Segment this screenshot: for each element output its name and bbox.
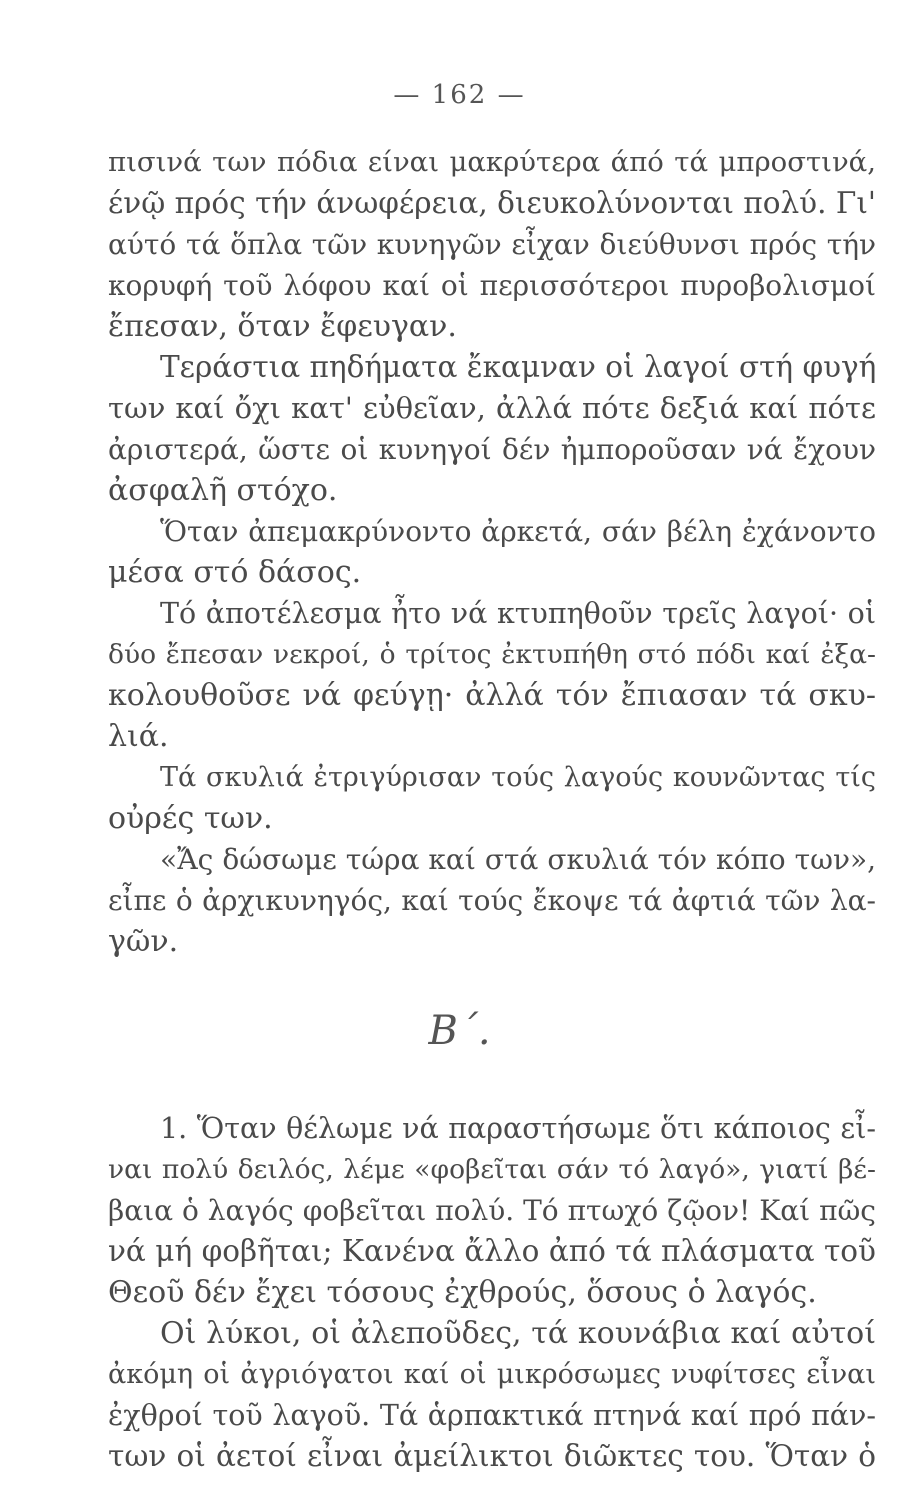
text-line: Τά σκυλιά ἐτριγύρισαν τούς λαγούς κουνῶντας τίς — [160, 762, 876, 793]
text-line: μέσα στό δάσος. — [108, 555, 362, 590]
text-line: ένῷ πρός τήν άνωφέρεια, διευκολύνονται πολύ. Γι' — [108, 186, 876, 220]
page-number: — 162 — — [393, 80, 526, 110]
text-line: Τό ἀποτέλεσμα ἦτο νά κτυπηθοῦν τρεῖς λαγοί· οἱ — [160, 597, 876, 630]
text-line: των οἱ ἀετοί εἶναι ἀμείλικτοι διῶκτες του. Ὅταν ὁ — [108, 1439, 876, 1473]
section-heading: Β΄. — [428, 1008, 491, 1054]
text-line: ἀκόμη οἱ ἀγριόγατοι καί οἱ μικρόσωμες νυφίτσες εἶναι — [108, 1359, 876, 1390]
text-line: Οἱ λύκοι, οἱ ἀλεποῦδες, τά κουνάβια καί αὐτοί — [160, 1316, 876, 1351]
text-line: ναι πολύ δειλός, λέμε «φοβεῖται σάν τό λαγό», γιατί βέ- — [108, 1154, 876, 1185]
text-block-upper — [108, 142, 876, 962]
text-line: κολουθοῦσε νά φεύγῃ· ἀλλά τόν ἔπιασαν τά σκυ- — [108, 678, 876, 713]
text-line: γῶν. — [108, 924, 179, 959]
text-line: Ὅταν ἀπεμακρύνοντο ἀρκετά, σάν βέλη ἐχάνοντο — [160, 515, 876, 548]
text-line: κορυφή τοῦ λόφου καί οἱ περισσότεροι πυροβολισμοί — [108, 269, 876, 302]
text-line: ἀριστερά, ὥστε οἱ κυνηγοί δέν ἠμποροῦσαν νά ἔχουν — [108, 433, 876, 466]
text-line: των καί ὄχι κατ' εὐθεῖαν, ἀλλά πότε δεξιά καί πότε — [108, 391, 876, 425]
text-line: «Ἄς δώσωμε τώρα καί στά σκυλιά τόν κόπο των», — [160, 843, 876, 876]
text-line: νά μή φοβῆται; Κανένα ἄλλο ἀπό τά πλάσματα τοῦ — [108, 1234, 876, 1268]
text-line: ἀσφαλῆ στόχο. — [108, 473, 338, 508]
text-line: 1. Ὅταν θέλωμε νά παραστήσωμε ὅτι κάποιος εἶ- — [160, 1112, 876, 1145]
text-line: ἐχθροί τοῦ λαγοῦ. Τά ἁρπακτικά πτηνά καί πρό πάν- — [108, 1399, 876, 1432]
text-line: πισινά των πόδια είναι μακρύτερα άπό τά μπροστινά, — [108, 146, 876, 178]
text-line: δύο ἔπεσαν νεκροί, ὁ τρίτος ἐκτυπήθη στό πόδι καί ἐξα- — [108, 639, 876, 670]
text-block-lower — [108, 1108, 876, 1477]
text-line: Θεοῦ δέν ἔχει τόσους ἐχθρούς, ὅσους ὁ λαγός. — [108, 1275, 817, 1310]
text-line: Τεράστια πηδήματα ἔκαμναν οἱ λαγοί στή φυγή — [160, 350, 877, 384]
text-line: αύτό τά ὅπλα τῶν κυνηγῶν εἶχαν διεύθυνσι πρός τήν — [108, 228, 876, 261]
text-line: λιά. — [108, 719, 169, 754]
text-line: βαια ὁ λαγός φοβεῖται πολύ. Τό πτωχό ζῷον! Καί πῶς — [108, 1194, 876, 1227]
text-line: οὐρές των. — [108, 801, 273, 836]
text-line: εἶπε ὁ ἀρχικυνηγός, καί τούς ἔκοψε τά ἀφτιά τῶν λα- — [108, 884, 876, 917]
text-line: ἔπεσαν, ὅταν ἔφευγαν. — [108, 309, 457, 344]
